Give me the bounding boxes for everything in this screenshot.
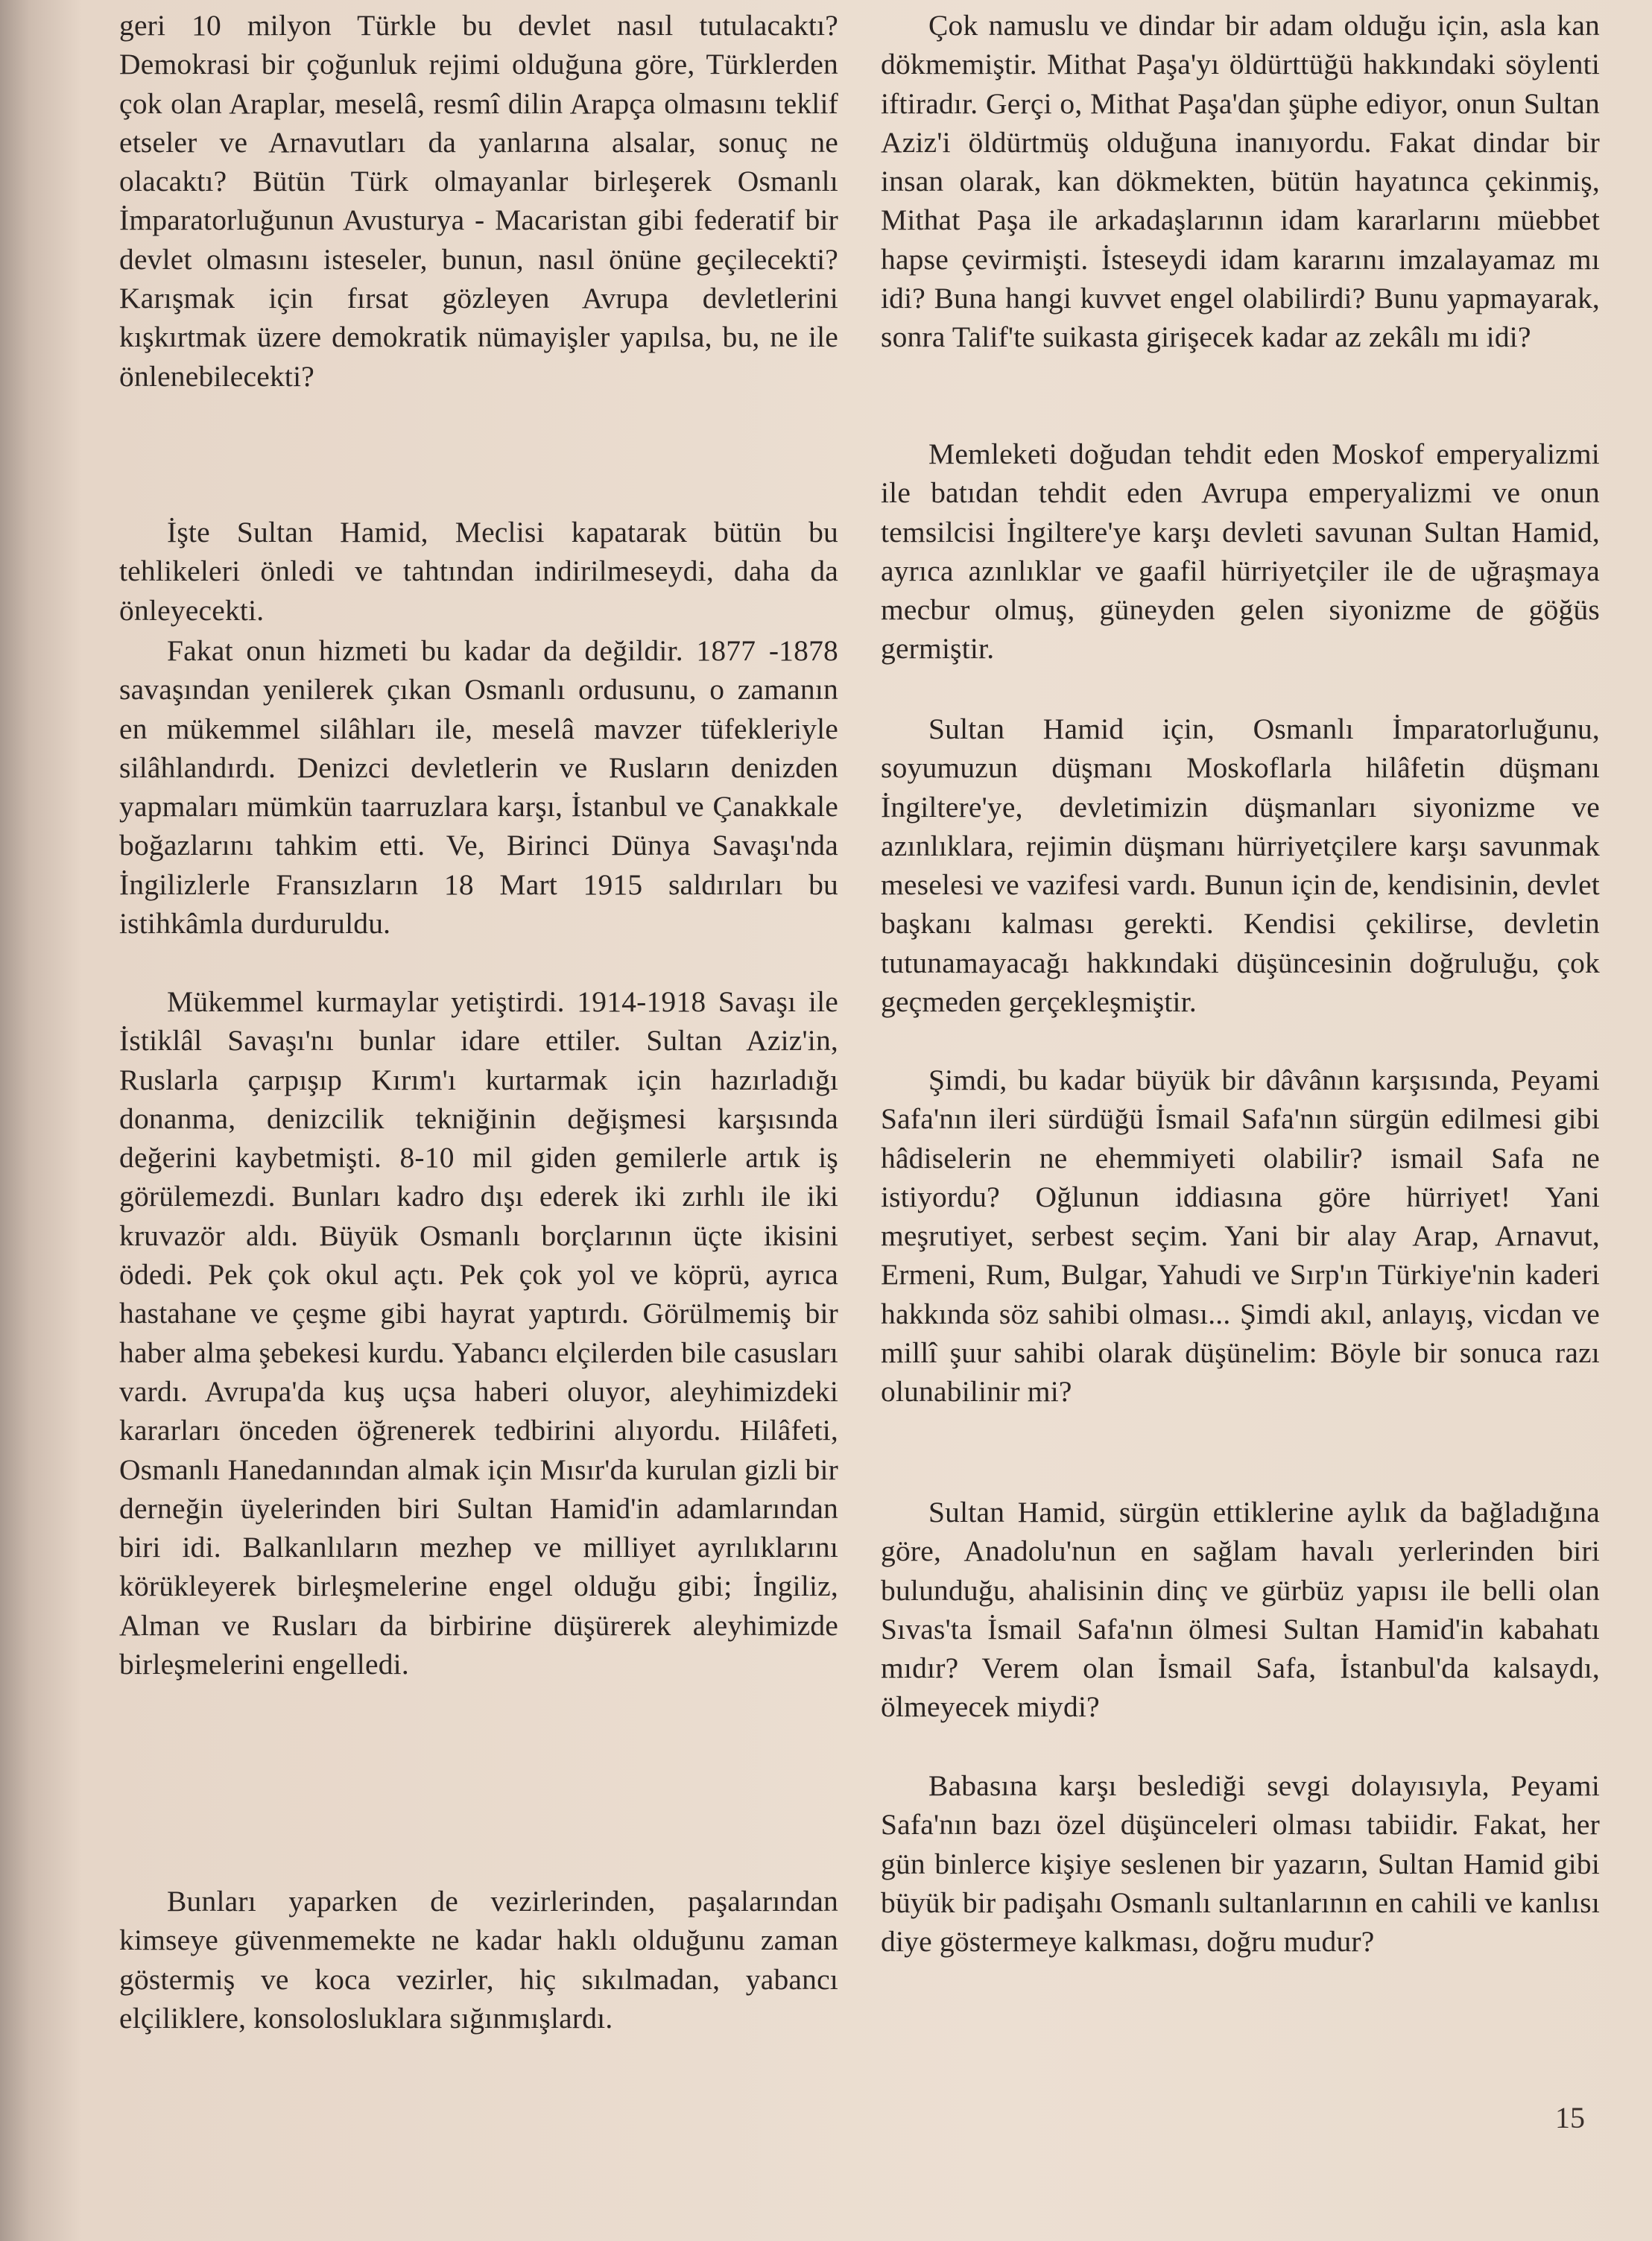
- page-number: 15: [1555, 2101, 1585, 2134]
- paragraph: Mükemmel kurmaylar yetiştirdi. 1914-1918 Savaşı ile İstiklâl Savaşı'nı bunlar idare ettiler. Sultan Aziz'in, Ruslarla çarpışıp Kırım'ı kurtarmak için hazırladığı donanma, denizcilik tekniğinin değişmesi karşısında değerini kaybetmişti. 8-10 mil giden gemilerle artık iş görülemezdi. Bunları kadro dışı ederek iki zırhlı ile iki kruvazör aldı. Büyük Osmanlı borçlarının üçte ikisini ödedi. Pek çok okul açtı. Pek çok yol ve köprü, ayrıca hastahane ve çeşme gibi hayrat yaptırdı. Görülmemiş bir haber alma şebekesi kurdu. Yabancı elçilerden bile casusları vardı. Avrupa'da kuş uçsa haberi oluyor, aleyhimizdeki kararları önceden öğrenerek tedbirini alıyordu. Hilâfeti, Osmanlı Hanedanından almak için Mısır'da kurulan gizli bir derneğin üyelerinden biri Sultan Hamid'in adamlarından biri idi. Balkanlıların mezhep ve milliyet ayrılıklarını körükleyerek birleşmelerine engel olduğu gibi; İngiliz, Alman ve Rusları da birbirine düşürerek aleyhimizde birleşmelerini engelledi.: [119, 985, 838, 1681]
- paragraph: Bunları yaparken de vezirlerinden, paşalarından kimseye güvenmemekte ne kadar haklı olduğunu zaman göstermiş ve koca vezirler, hiç sıkılmadan, yabancı elçiliklere, konsolosluklara sığınmışlardı.: [119, 1885, 838, 2035]
- paragraph: geri 10 milyon Türkle bu devlet nasıl tutulacaktı? Demokrasi bir çoğunluk rejimi olduğuna göre, Türklerden çok olan Araplar, meselâ, resmî dilin Arapça olmasını teklif etseler ve Arnavutları da yanlarına alsalar, sonuç ne olacaktı? Bütün Türk olmayanlar birleşerek Osmanlı İmparatorluğunun Avusturya - Macaristan gibi federatif bir devlet olmasını isteseler, bunun, nasıl önüne geçilecekti? Karışmak için fırsat gözleyen Avrupa devletlerini kışkırtmak üzere demokratik nümayişler yapılsa, bu, ne ile önlenebilecekti?: [119, 9, 838, 393]
- paragraph: Fakat onun hizmeti bu kadar da değildir. 1877 -1878 savaşından yenilerek çıkan Osmanlı ordusunu, o zamanın en mükemmel silâhları ile, meselâ mavzer tüfekleriyle silâhlandırdı. Denizci devletlerin ve Rusların denizden yapmaları mümkün taarruzlara karşı, İstanbul ve Çanakkale boğazlarını tahkim etti. Ve, Birinci Dünya Savaşı'nda İngilizlerle Fransızların 18 Mart 1915 saldırıları bu istihkâmla durduruldu.: [119, 634, 838, 941]
- paragraph: Babasına karşı beslediği sevgi dolayısıyla, Peyami Safa'nın bazı özel düşünceleri olması tabiidir. Fakat, her gün binlerce kişiye seslenen bir yazarın, Sultan Hamid gibi büyük bir padişahı Osmanlı sultanlarının en cahili ve kanlısı diye göstermeye kalkması, doğru mudur?: [881, 1769, 1600, 1959]
- paragraph: Sultan Hamid için, Osmanlı İmparatorluğunu, soyumuzun düşmanı Moskoflarla hilâfetin düşmanı İngiltere'ye, devletimizin düşmanları siyonizme ve azınlıklara, rejimin düşmanı hürriyetçilere karşı savunmak meselesi ve vazifesi vardı. Bunun için de, kendisinin, devlet başkanı kalması gerekti. Kendisi çekilirse, devletin tutunamayacağı hakkındaki düşüncesinin doğruluğu, çok geçmeden gerçekleşmiştir.: [881, 712, 1600, 1019]
- paragraph: Çok namuslu ve dindar bir adam olduğu için, asla kan dökmemiştir. Mithat Paşa'yı öldürttüğü hakkındaki söylenti iftiradır. Gerçi o, Mithat Paşa'dan şüphe ediyor, onun Sultan Aziz'i öldürtmüş olduğuna inanıyordu. Fakat dindar bir insan olarak, kan dökmekten, bütün hayatınca çekinmiş, Mithat Paşa ile arkadaşlarının idam kararlarını müebbet hapse çevirmişti. İsteseydi idam kararını imzalayamaz mı idi? Buna hangi kuvvet engel olabilirdi? Bunu yapmayarak, sonra Talif'te suikasta girişecek kadar az zekâlı mı idi?: [881, 9, 1600, 354]
- paragraph: Şimdi, bu kadar büyük bir dâvânın karşısında, Peyami Safa'nın ileri sürdüğü İsmail Safa'nın sürgün edilmesi gibi hâdiselerin ne ehemmiyeti olabilir? ismail Safa ne istiyordu? Oğlunun iddiasına göre hürriyet! Yani meşrutiyet, serbest seçim. Yani bir alay Arap, Arnavut, Ermeni, Rum, Bulgar, Yahudi ve Sırp'ın Türkiye'nin kaderi hakkında söz sahibi olması... Şimdi akıl, anlayış, vicdan ve millî şuur sahibi olarak düşünelim: Böyle bir sonuca razı olunabilinir mi?: [881, 1063, 1600, 1409]
- paragraph: İşte Sultan Hamid, Meclisi kapatarak bütün bu tehlikeleri önledi ve tahtından indirilmeseydi, daha da önleyecekti.: [119, 516, 838, 627]
- paragraph: Memleketi doğudan tehdit eden Moskof emperyalizmi ile batıdan tehdit eden Avrupa emperyalizmi ve onun temsilcisi İngiltere'ye karşı devleti savunan Sultan Hamid, ayrıca azınlıklar ve gaafil hürriyetçiler ile de uğraşmaya mecbur olmuş, güneyden gelen siyonizme de göğüs germiştir.: [881, 437, 1600, 666]
- paragraph: Sultan Hamid, sürgün ettiklerine aylık da bağladığına göre, Anadolu'nun en sağlam havalı yerlerinden biri bulunduğu, ahalisinin dinç ve gürbüz yapısı ile belli olan Sıvas'ta İsmail Safa'nın ölmesi Sultan Hamid'in kabahatı mıdır? Verem olan İsmail Safa, İstanbul'da kalsaydı, ölmeyecek miydi?: [881, 1496, 1600, 1724]
